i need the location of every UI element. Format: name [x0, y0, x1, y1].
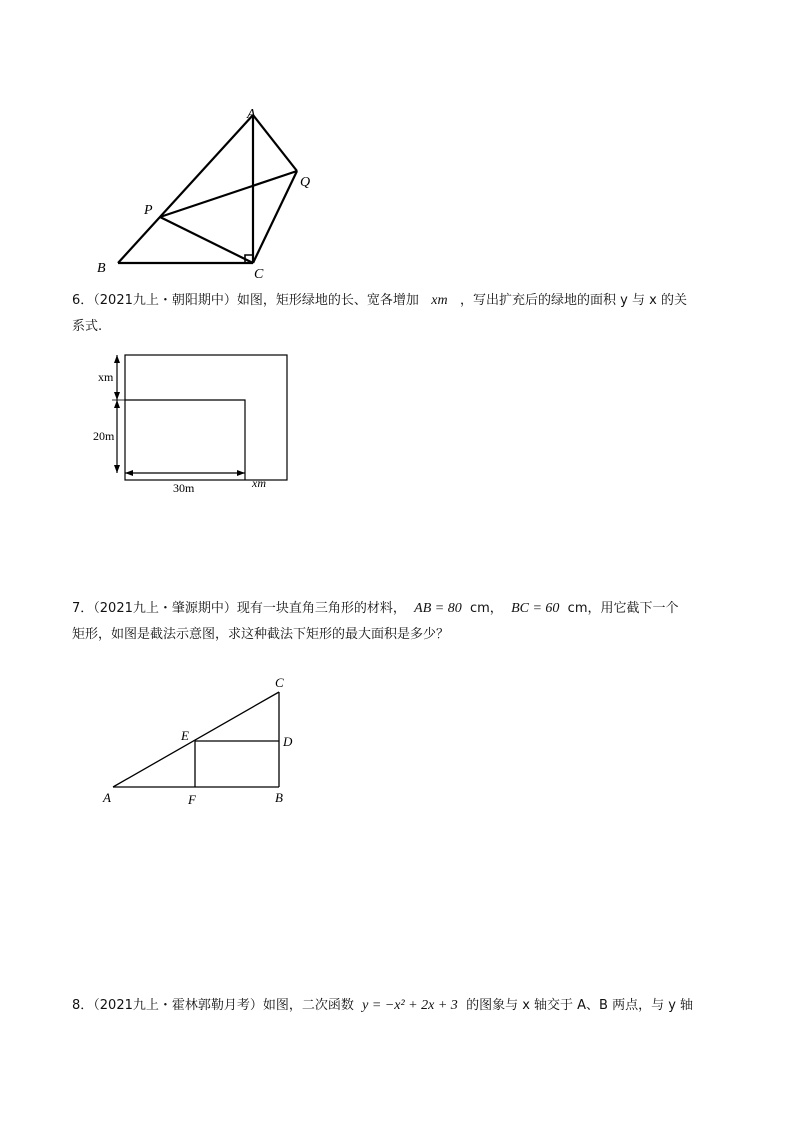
label-f: F: [188, 792, 196, 807]
figure-right-triangle: [95, 670, 315, 815]
question-source: （2021九上・霍林郭勒月考）: [93, 998, 263, 1013]
unit-text: cm，: [469, 601, 503, 616]
question-6: [72, 288, 687, 340]
label-p: P: [144, 203, 153, 218]
question-8: [72, 993, 693, 1019]
question-7-line-2: 矩形，如图是截法示意图，求这种截法下矩形的最大面积是多少？: [72, 627, 450, 642]
figure-rectangle: [90, 345, 300, 495]
label-e: E: [181, 728, 189, 743]
label-b: B: [275, 790, 283, 805]
question-6-line-1: [72, 288, 687, 314]
question-text: 如图，二次函数: [262, 998, 354, 1013]
arrow-head: [114, 400, 120, 408]
segment-qc: [253, 171, 297, 263]
math-expression: BC = 60: [511, 601, 560, 616]
label-30m: 30m: [173, 481, 195, 495]
arrow-head: [125, 470, 133, 476]
math-expression: xm: [431, 293, 448, 308]
label-xm-side: xm: [98, 370, 114, 384]
question-number: 7．: [72, 601, 94, 616]
question-6-line-2: 系式.: [72, 319, 103, 334]
label-b: B: [97, 261, 106, 276]
label-a: A: [247, 107, 256, 122]
question-source: （2021九上・朝阳期中）: [93, 293, 237, 308]
segment-aq: [253, 115, 297, 171]
label-c: C: [275, 675, 284, 690]
arrow-head: [114, 355, 120, 363]
label-a: A: [103, 790, 111, 805]
math-expression: y = −x² + 2x + 3: [362, 998, 458, 1013]
arrow-head: [114, 465, 120, 473]
label-xm-bottom: xm: [252, 476, 266, 490]
question-text: cm，用它截下一个: [567, 601, 679, 616]
segment-ac: [113, 692, 279, 787]
question-text: 现有一块直角三角形的材料，: [236, 601, 406, 616]
label-q: Q: [300, 175, 311, 190]
question-source: （2021九上・肇源期中）: [93, 601, 237, 616]
question-text: ，写出扩充后的绿地的面积 y 与 x 的关: [460, 293, 687, 308]
inner-rectangle: [125, 400, 245, 480]
segment-ab: [118, 115, 253, 263]
question-8-line-1: [72, 993, 693, 1019]
question-number: 6．: [72, 293, 94, 308]
segment-pc: [160, 217, 253, 263]
question-number: 8．: [72, 998, 94, 1013]
question-text: 的图象与 x 轴交于 A、B 两点，与 y 轴: [466, 998, 694, 1013]
figure-triangle-pq: [90, 100, 330, 280]
label-20m: 20m: [93, 429, 115, 443]
arrow-head: [237, 470, 245, 476]
question-7-line-1: [72, 596, 678, 622]
outer-rectangle: [125, 355, 287, 480]
arrow-head: [114, 392, 120, 400]
math-expression: AB = 80: [414, 601, 462, 616]
question-text: 如图，矩形绿地的长、宽各增加: [236, 293, 419, 308]
question-7: [72, 596, 678, 648]
label-d: D: [283, 734, 293, 749]
label-c: C: [254, 267, 264, 280]
